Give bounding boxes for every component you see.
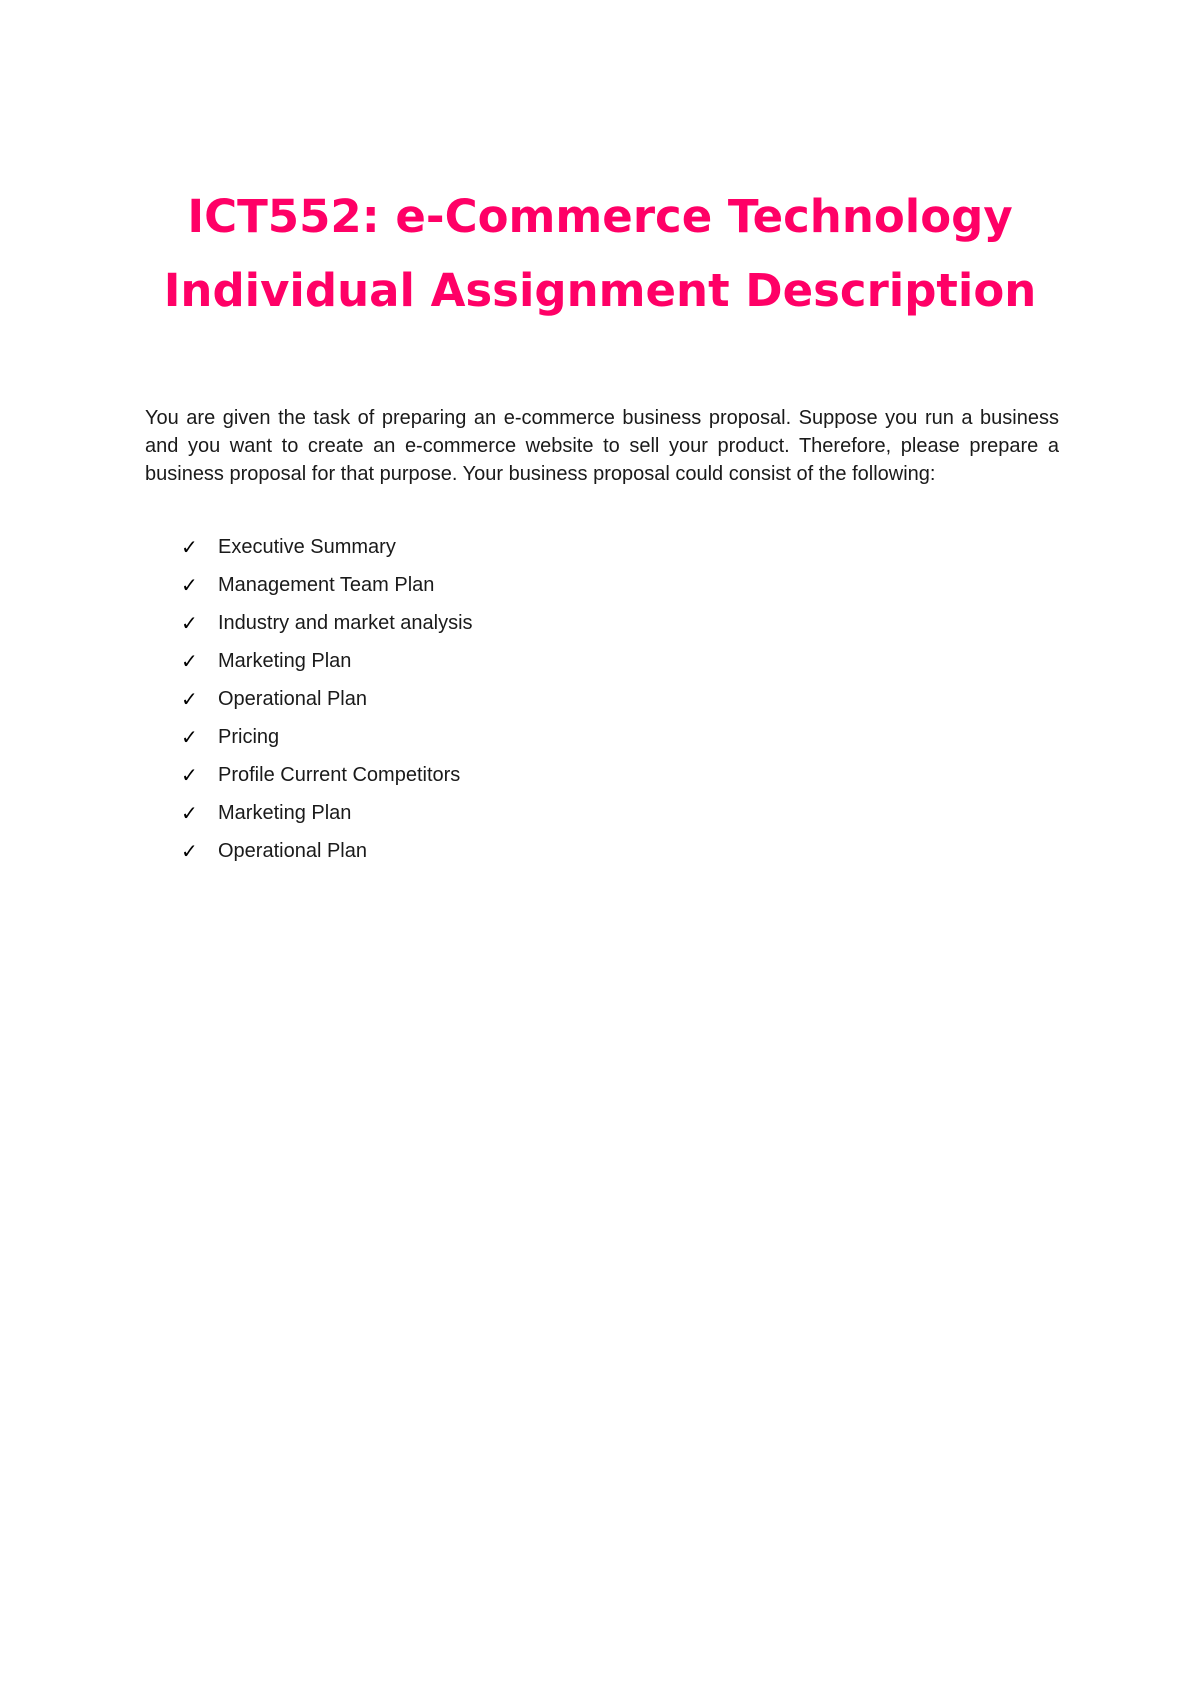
checkmark-icon: ✓ bbox=[181, 573, 198, 597]
checklist-item-label: Operational Plan bbox=[218, 839, 367, 862]
checklist-item-label: Industry and market analysis bbox=[218, 611, 473, 634]
checklist-item bbox=[181, 680, 981, 718]
checklist-item-label: Marketing Plan bbox=[218, 649, 352, 672]
checklist-item bbox=[181, 604, 981, 642]
checklist-item-label: Management Team Plan bbox=[218, 573, 435, 596]
document-title bbox=[0, 180, 1200, 328]
title-line-course: ICT552: e-Commerce Technology bbox=[187, 190, 1013, 243]
checkmark-icon: ✓ bbox=[181, 687, 198, 711]
checklist-item bbox=[181, 832, 981, 870]
checklist-item bbox=[181, 756, 981, 794]
checklist-item bbox=[181, 566, 981, 604]
checklist-item-label: Marketing Plan bbox=[218, 801, 352, 824]
intro-paragraph: You are given the task of preparing an e-commerce business proposal. Suppose you run a business and you want to create an e-commerce website to sell your product. Therefore, please prepare a business proposal for that purpose. Your business proposal could consist of the following: bbox=[145, 407, 1059, 485]
checklist-item-label: Pricing bbox=[218, 725, 280, 748]
checklist-item bbox=[181, 642, 981, 680]
checklist-item-label: Profile Current Competitors bbox=[218, 763, 461, 786]
checklist-item bbox=[181, 718, 981, 756]
proposal-checklist bbox=[181, 528, 981, 870]
checklist-item bbox=[181, 528, 981, 566]
checkmark-icon: ✓ bbox=[181, 763, 198, 787]
checkmark-icon: ✓ bbox=[181, 725, 198, 749]
checkmark-icon: ✓ bbox=[181, 649, 198, 673]
checkmark-icon: ✓ bbox=[181, 839, 198, 863]
checkmark-icon: ✓ bbox=[181, 611, 198, 635]
checklist-item-label: Operational Plan bbox=[218, 687, 367, 710]
title-line-assignment: Individual Assignment Description bbox=[163, 264, 1037, 317]
checklist-item-label: Executive Summary bbox=[218, 535, 396, 558]
checkmark-icon: ✓ bbox=[181, 801, 198, 825]
checklist-item bbox=[181, 794, 981, 832]
checkmark-icon: ✓ bbox=[181, 535, 198, 559]
